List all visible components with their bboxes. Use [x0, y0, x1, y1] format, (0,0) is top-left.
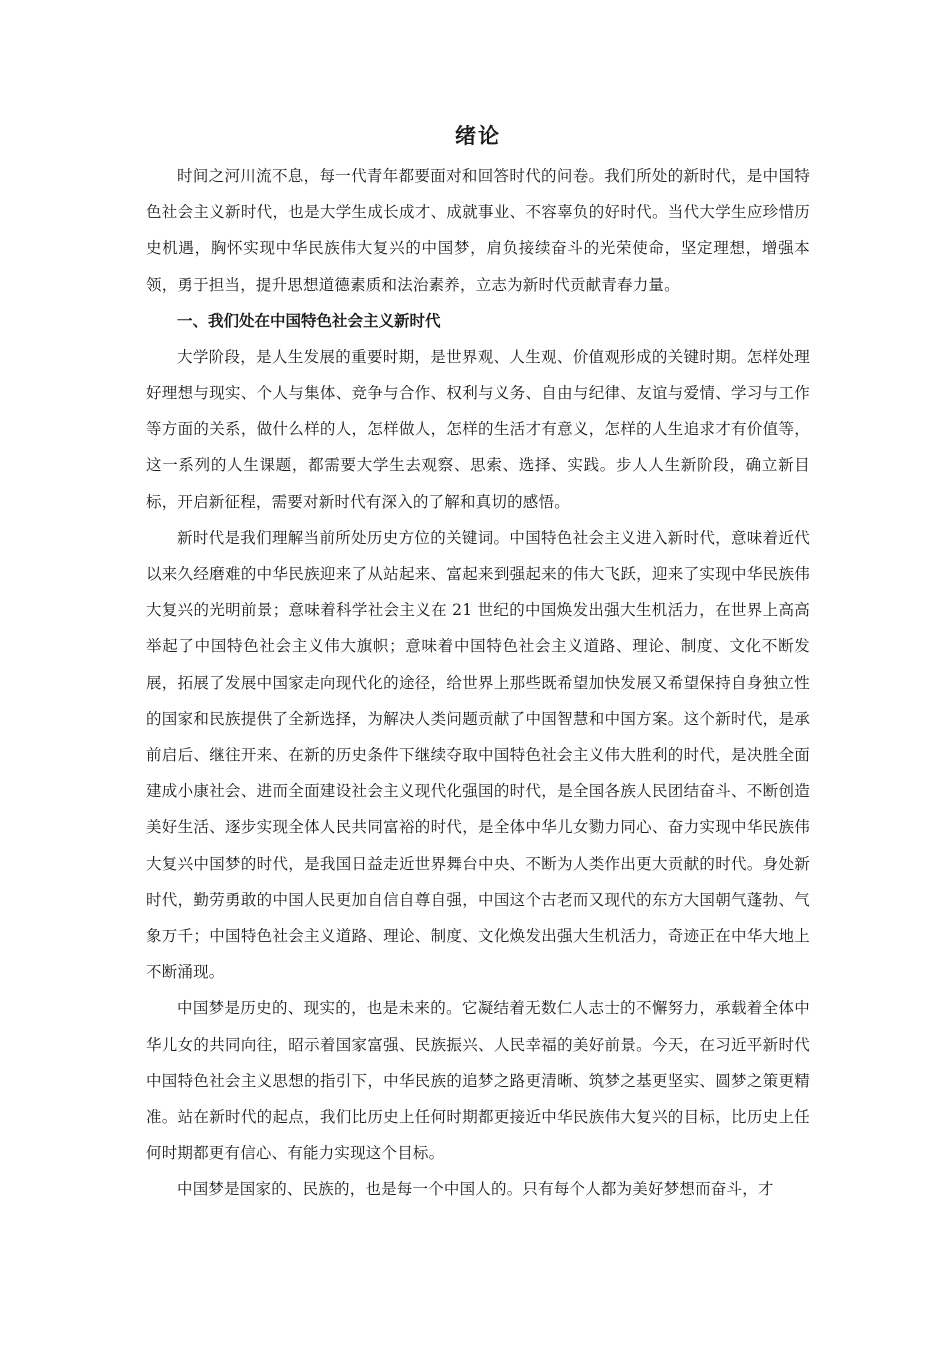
- document-title: 绪论: [455, 124, 501, 148]
- body-paragraph-2: 新时代是我们理解当前所处历史方位的关键词。中国特色社会主义进入新时代，意味着近代以来久经磨难的中华民族迎来了从站起来、富起来到强起来的伟大飞跃，迎来了实现中华民族伟大复兴的光明前景；意味着科学社会主义在 21 世纪的中国焕发出强大生机活力，在世界上高高举起了中国特色社会主义伟大旗帜；意味着中国特色社会主义道路、理论、制度、文化不断发展，拓展了发展中国家走向现代化的途径，给世界上那些既希望加快发展又希望保持自身独立性的国家和民族提供了全新选择，为解决人类问题贡献了中国智慧和中国方案。这个新时代，是承前启后、继往开来、在新的历史条件下继续夺取中国特色社会主义伟大胜利的时代，是决胜全面建成小康社会、进而全面建设社会主义现代化强国的时代，是全国各族人民团结奋斗、不断创造美好生活、逐步实现全体人民共同富裕的时代，是全体中华儿女勠力同心、奋力实现中华民族伟大复兴中国梦的时代，是我国日益走近世界舞台中央、不断为人类作出更大贡献的时代。身处新时代，勤劳勇敢的中国人民更加自信自尊自强，中国这个古老而又现代的东方大国朝气蓬勃、气象万千；中国特色社会主义道路、理论、制度、文化焕发出强大生机活力，奇迹正在中华大地上不断涌现。: [146, 528, 810, 982]
- intro-paragraph: 时间之河川流不息，每一代青年都要面对和回答时代的问卷。我们所处的新时代，是中国特色社会主义新时代，也是大学生成长成才、成就事业、不容辜负的好时代。当代大学生应珍惜历史机遇，胸怀实现中华民族伟大复兴的中国梦，肩负接续奋斗的光荣使命，坚定理想，增强本领，勇于担当，提升思想道德素质和法治素养，立志为新时代贡献青春力量。: [146, 167, 810, 294]
- document-page: [146, 118, 810, 1208]
- body-paragraph-1: 大学阶段，是人生发展的重要时期，是世界观、人生观、价值观形成的关键时期。怎样处理好理想与现实、个人与集体、竞争与合作、权利与义务、自由与纪律、友谊与爱情、学习与工作等方面的关系，做什么样的人，怎样做人，怎样的生活才有意义，怎样的人生追求才有价值等，这一系列的人生课题，都需要大学生去观察、思索、选择、实践。步人人生新阶段，确立新目标，开启新征程，需要对新时代有深入的了解和真切的感悟。: [146, 347, 810, 511]
- body-paragraph-3: 中国梦是历史的、现实的，也是未来的。它凝结着无数仁人志士的不懈努力，承载着全体中华儿女的共同向往，昭示着国家富强、民族振兴、人民幸福的美好前景。今天，在习近平新时代中国特色社会主义思想的指引下，中华民族的追梦之路更清晰、筑梦之基更坚实、圆梦之策更精准。站在新时代的起点，我们比历史上任何时期都更接近中华民族伟大复兴的目标，比历史上任何时期都更有信心、有能力实现这个目标。: [146, 999, 810, 1163]
- section-heading: 一、我们处在中国特色社会主义新时代: [177, 311, 441, 330]
- body-paragraph-4: 中国梦是国家的、民族的，也是每一个中国人的。只有每个人都为美好梦想而奋斗，才: [177, 1180, 774, 1199]
